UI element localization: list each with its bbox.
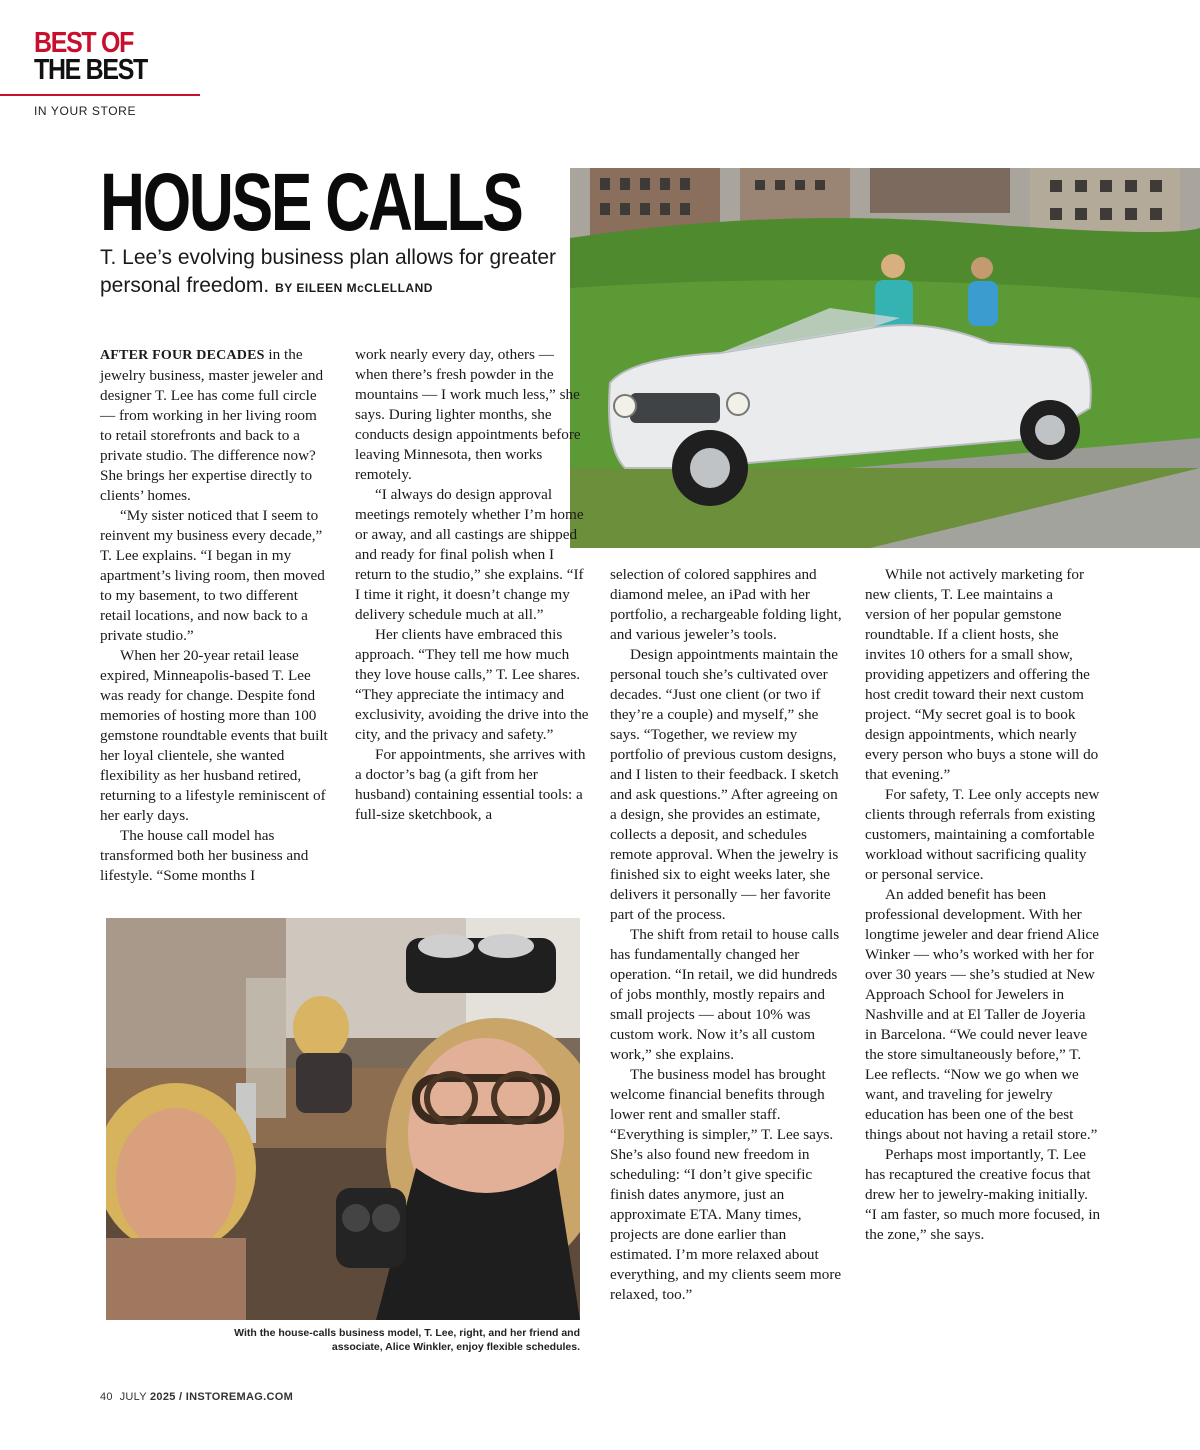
paragraph: “My sister noticed that I seem to reinvent my business every decade,” T. Lee explains. “I began in my apartment’s living room, then moved to my basement, to two different retail locations, and now back to a private studio.” bbox=[100, 507, 325, 644]
kicker-line-1: BEST OF bbox=[34, 27, 134, 59]
paragraph: Her clients have embraced this approach. “They tell me how much they love house calls,” T. Lee shares. “They appreciate the intimacy and exclusivity, avoiding the drive into the city, and the privacy and safety.” bbox=[355, 626, 589, 743]
paragraph-text: in the jewelry business, master jeweler and designer T. Lee has come full circle — from working in her living room to retail storefronts and back to a private studio. The difference now? She brings her expertise directly to clients’ homes. bbox=[100, 346, 324, 504]
article-column-2 bbox=[355, 345, 589, 825]
article-column-1 bbox=[100, 345, 328, 886]
section-label: IN YOUR STORE bbox=[34, 104, 137, 118]
byline: BY EILEEN McCLELLAND bbox=[275, 281, 433, 295]
paragraph: “I always do design approval meetings remotely whether I’m home or away, and all castings are shipped and ready for final polish when I return to the studio,” she explains. “If I time it right, it doesn’t change my delivery schedule much at all.” bbox=[355, 486, 584, 623]
masthead-rule bbox=[0, 94, 200, 96]
paragraph: An added benefit has been professional development. With her longtime jeweler and dear friend Alice Winker — who’s worked with her for over 30 years — she’s studied at New Approach School for Jewelers in Nashville and at El Taller de Joyeria in Barcelona. “We could never leave the store simultaneously before,” T. Lee reflects. “Now we go when we want, and traveling for jewelry education has been one of the best things about not having a retail store.” bbox=[865, 886, 1100, 1143]
article-column-3 bbox=[610, 565, 844, 1305]
paragraph: For appointments, she arrives with a doctor’s bag (a gift from her husband) containing essential tools: a full-size sketchbook, a bbox=[355, 746, 586, 823]
paragraph: Perhaps most importantly, T. Lee has recaptured the creative focus that drew her to jewelry-making initially. “I am faster, so much more focused, in the zone,” she says. bbox=[865, 1146, 1101, 1243]
paragraph: selection of colored sapphires and diamond melee, an iPad with her portfolio, a rechargeable folding light, and various jeweler’s tools. bbox=[610, 566, 842, 643]
studio-photo bbox=[106, 918, 580, 1320]
paragraph: work nearly every day, others — when there’s fresh powder in the mountains — I work much less,” she says. During lighter months, she conducts design appointments before leaving Minnesota, then works remotely. bbox=[355, 346, 581, 483]
convertible-photo bbox=[570, 168, 1200, 548]
paragraph: Design appointments maintain the personal touch she’s cultivated over decades. “Just one client (or two if they’re a couple) and myself,” she says. “Together, we review my portfolio of previous custom designs, and I listen to their feedback. I sketch and ask questions.” After agreeing on a design, she provides an estimate, collects a deposit, and schedules remote approval. When the jewelry is finished six to eight weeks later, she delivers it personally — her favorite part of the process. bbox=[610, 646, 839, 923]
section-kicker bbox=[34, 27, 148, 86]
paragraph: While not actively marketing for new clients, T. Lee maintains a version of her popular gemstone roundtable. If a client hosts, she invites 10 others for a small show, providing appetizers and offering the host credit toward their next custom project. “My secret goal is to book design appointments, which nearly every person who buys a stone will do that evening.” bbox=[865, 566, 1099, 783]
page-title: HOUSE CALLS bbox=[100, 157, 522, 248]
issue-site: 2025 / INSTOREMAG.COM bbox=[150, 1391, 294, 1403]
paragraph: For safety, T. Lee only accepts new clients through referrals from existing customers, maintaining a comfortable workload without sacrificing quality or personal service. bbox=[865, 786, 1100, 883]
photo-caption: With the house-calls business model, T. Lee, right, and her friend and associate, Alice Winkler, enjoy flexible schedules. bbox=[234, 1327, 580, 1353]
article-column-4 bbox=[865, 565, 1101, 1245]
page-footer bbox=[100, 1391, 293, 1403]
paragraph bbox=[100, 345, 328, 506]
paragraph: When her 20-year retail lease expired, Minneapolis-based T. Lee was ready for change. Despite fond memories of hosting more than 100 gemstone roundtable events that built her loyal clientele, she wanted flexibility as her husband retired, returning to a lifestyle reminiscent of her early days. bbox=[100, 647, 328, 824]
paragraph: The business model has brought welcome financial benefits through lower rent and smaller staff. “Everything is simpler,” T. Lee says. She’s also found new freedom in scheduling: “I don’t give specific finish dates anymore, just an approximate ETA. Many times, projects are done earlier than estimated. I’m more relaxed about everything, and my clients seem more relaxed, too.” bbox=[610, 1066, 842, 1303]
paragraph: The shift from retail to house calls has fundamentally changed her operation. “In retail, we did hundreds of jobs monthly, mostly repairs and small projects — about 10% was custom work. Now it’s all custom work,” she explains. bbox=[610, 926, 840, 1063]
paragraph: The house call model has transformed both her business and lifestyle. “Some months I bbox=[100, 827, 309, 884]
article-dek bbox=[100, 244, 560, 302]
dek-text: T. Lee’s evolving business plan allows for greater personal freedom. bbox=[100, 246, 557, 297]
lead-in: AFTER FOUR DECADES bbox=[100, 348, 265, 363]
kicker-line-2: THE BEST bbox=[34, 54, 148, 86]
issue-month: JULY bbox=[119, 1391, 147, 1403]
page-number: 40 bbox=[100, 1391, 113, 1403]
